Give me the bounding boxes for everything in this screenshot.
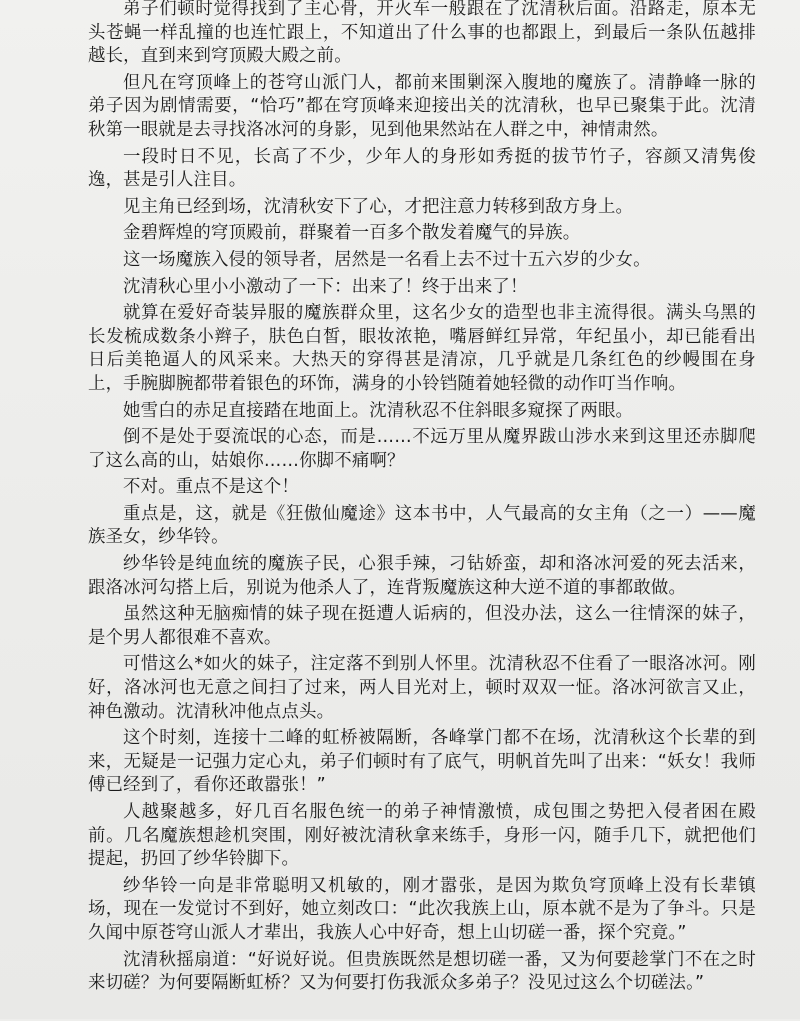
- paragraph-6: 这一场魔族入侵的领导者，居然是一名看上去不过十五六岁的少女。: [123, 249, 651, 270]
- paragraph-17: 人越聚越多，好几百名服色统一的弟子神情激愤，成包围之势把入侵者困在殿前。几名魔族想趁机突围，刚好被沈清秋拿来练手，身形一闪，随手几下，就把他们提起，扔回了纱华铃脚下。: [88, 802, 756, 870]
- paragraph-3: 一段时日不见，长高了不少，少年人的身形如秀挺的拔节竹子，容颜又清隽俊逸，甚是引人注目。: [88, 146, 756, 191]
- paragraph-1: 弟子们顿时觉得找到了主心骨，开火车一般跟在了沈清秋后面。沿路走，原本无头苍蝇一样乱撞的也连忙跟上，不知道出了什么事的也都跟上，到最后一条队伍越排越长，直到来到穹顶殿大殿之前。: [88, 0, 756, 67]
- paragraph-2: 但凡在穹顶峰上的苍穹山派门人，都前来围剿深入腹地的魔族了。清静峰一脉的弟子因为剧情需要，“恰巧”都在穹顶峰来迎接出关的沈清秋，也早已聚集于此。沈清秋第一眼就是去寻找洛冰河的身影，见到他果然站在人群之中，神情肃然。: [88, 72, 756, 140]
- paragraph-16: 这个时刻，连接十二峰的虹桥被隔断，各峰掌门都不在场，沈清秋这个长辈的到来，无疑是一记强力定心丸，弟子们顿时有了底气，明帆首先叫了出来：“妖女！我师傅已经到了，看你还敢嚣张！”: [88, 728, 756, 796]
- paragraph-19: 沈清秋摇扇道：“好说好说。但贵族既然是想切磋一番，又为何要趁掌门不在之时来切磋？为何要隔断虹桥？又为何要打伤我派众多弟子？没见过这么个切磋法。”: [88, 949, 756, 994]
- paragraph-9: 她雪白的赤足直接踏在地面上。沈清秋忍不住斜眼多窥探了两眼。: [123, 400, 634, 421]
- paragraph-5: 金碧辉煌的穹顶殿前，群聚着一百多个散发着魔气的异族。: [123, 223, 581, 244]
- paragraph-12: 重点是，这，就是《狂傲仙魔途》这本书中，人气最高的女主角（之一）——魔族圣女，纱华铃。: [88, 503, 756, 548]
- text-body: [88, 0, 756, 996]
- paragraph-15: 可惜这么*如火的妹子，注定落不到别人怀里。沈清秋忍不住看了一眼洛冰河。刚好，洛冰河也无意之间扫了过来，两人目光对上，顿时双双一怔。洛冰河欲言又止，神色激动。沈清秋冲他点点头。: [88, 654, 756, 722]
- paragraph-10: 倒不是处于耍流氓的心态，而是……不远万里从魔界跋山涉水来到这里还赤脚爬了这么高的山，姑娘你……你脚不痛啊？: [88, 427, 756, 471]
- paragraph-14: 虽然这种无脑痴情的妹子现在挺遭人诟病的，但没办法，这么一往情深的妹子，是个男人都很难不喜欢。: [88, 604, 756, 648]
- paragraph-18: 纱华铃一向是非常聪明又机敏的，刚才嚣张，是因为欺负穹顶峰上没有长辈镇场，现在一发觉讨不到好，她立刻改口：“此次我族上山，原本就不是为了争斗。只是久闻中原苍穹山派人才辈出，我族人心中好奇，想上山切磋一番，探个究竟。”: [88, 875, 756, 943]
- paragraph-7: 沈清秋心里小小激动了一下：出来了！终于出来了！: [123, 276, 528, 297]
- paragraph-11: 不对。重点不是这个！: [123, 477, 299, 498]
- paragraph-13: 纱华铃是纯血统的魔族子民，心狠手辣，刁钻娇蛮，却和洛冰河爱的死去活来，跟洛冰河勾搭上后，别说为他杀人了，连背叛魔族这种大逆不道的事都敢做。: [88, 554, 756, 598]
- paragraph-4: 见主角已经到场，沈清秋安下了心，才把注意力转移到敌方身上。: [123, 196, 634, 217]
- paragraph-8: 就算在爱好奇装异服的魔族群众里，这名少女的造型也非主流得很。满头乌黑的长发梳成数条小辫子，肤色白皙，眼妆浓艳，嘴唇鲜红异常，年纪虽小，却已能看出日后美艳逼人的风采来。大热天的穿得甚是清凉，几乎就是几条红色的纱幔围在身上，手腕脚腕都带着银色的环饰，满身的小铃铛随着她轻微的动作叮当作响。: [88, 303, 756, 394]
